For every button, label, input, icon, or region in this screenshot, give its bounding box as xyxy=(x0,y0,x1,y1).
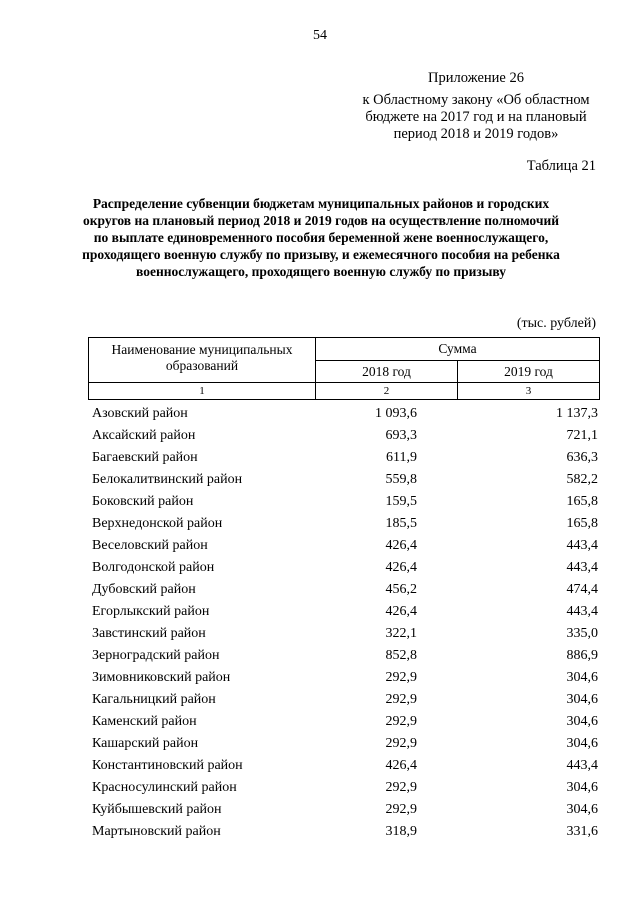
row-value-2018: 1 093,6 xyxy=(375,406,417,421)
row-value-2018: 426,4 xyxy=(385,538,417,553)
row-value-2019: 582,2 xyxy=(566,472,598,487)
row-name: Куйбышевский район xyxy=(92,802,222,817)
row-value-2019: 304,6 xyxy=(566,780,598,795)
units-label: (тыс. рублей) xyxy=(516,316,596,331)
table-row xyxy=(88,623,600,645)
row-value-2018: 292,9 xyxy=(385,670,417,685)
row-value-2018: 292,9 xyxy=(385,692,417,707)
row-name: Волгодонской район xyxy=(92,560,215,575)
row-value-2018: 852,8 xyxy=(385,648,417,663)
row-value-2019: 1 137,3 xyxy=(556,406,598,421)
row-value-2019: 886,9 xyxy=(566,648,598,663)
row-value-2019: 331,6 xyxy=(566,824,598,839)
row-name: Дубовский район xyxy=(92,582,196,597)
appendix-title: Приложение 26 xyxy=(428,70,524,86)
page-number: 54 xyxy=(313,28,327,43)
table-header xyxy=(88,337,600,400)
row-name: Азовский район xyxy=(92,406,188,421)
table-row xyxy=(88,777,600,799)
table-row xyxy=(88,755,600,777)
row-name: Красносулинский район xyxy=(92,780,237,795)
row-name: Кагальницкий район xyxy=(92,692,216,707)
row-value-2019: 165,8 xyxy=(566,516,598,531)
row-value-2018: 322,1 xyxy=(385,626,417,641)
column-index-1: 1 xyxy=(89,383,316,400)
row-value-2019: 304,6 xyxy=(566,736,598,751)
table-row xyxy=(88,601,600,623)
row-value-2018: 159,5 xyxy=(385,494,417,509)
table-row xyxy=(88,513,600,535)
table-body xyxy=(88,403,600,843)
row-value-2018: 426,4 xyxy=(385,604,417,619)
row-value-2019: 443,4 xyxy=(566,604,598,619)
row-name: Зимовниковский район xyxy=(92,670,231,685)
column-index-3: 3 xyxy=(458,383,600,400)
row-value-2018: 292,9 xyxy=(385,780,417,795)
row-value-2018: 318,9 xyxy=(385,824,417,839)
row-value-2018: 426,4 xyxy=(385,758,417,773)
row-value-2018: 292,9 xyxy=(385,736,417,751)
row-name: Егорлыкский район xyxy=(92,604,210,619)
table-row xyxy=(88,711,600,733)
row-name: Веселовский район xyxy=(92,538,208,553)
header-2019: 2019 год xyxy=(458,361,600,383)
row-name: Зерноградский район xyxy=(92,648,220,663)
table-row xyxy=(88,491,600,513)
row-name: Каменский район xyxy=(92,714,197,729)
table-label: Таблица 21 xyxy=(526,158,596,174)
row-value-2018: 292,9 xyxy=(385,802,417,817)
row-value-2019: 443,4 xyxy=(566,560,598,575)
table-row xyxy=(88,557,600,579)
row-name: Аксайский район xyxy=(92,428,196,443)
table-row xyxy=(88,403,600,425)
table-row xyxy=(88,821,600,843)
table-row xyxy=(88,667,600,689)
row-value-2019: 636,3 xyxy=(566,450,598,465)
row-value-2019: 474,4 xyxy=(566,582,598,597)
row-value-2019: 304,6 xyxy=(566,692,598,707)
table-row xyxy=(88,447,600,469)
table-row xyxy=(88,579,600,601)
row-value-2019: 721,1 xyxy=(566,428,598,443)
row-value-2018: 292,9 xyxy=(385,714,417,729)
table-row xyxy=(88,799,600,821)
row-value-2018: 185,5 xyxy=(385,516,417,531)
table-row xyxy=(88,689,600,711)
header-2018: 2018 год xyxy=(316,361,458,383)
row-name: Багаевский район xyxy=(92,450,198,465)
row-value-2019: 304,6 xyxy=(566,670,598,685)
table-row xyxy=(88,645,600,667)
row-name: Константиновский район xyxy=(92,758,243,773)
appendix-subtitle: к Областному закону «Об областном бюджете на 2017 год и на плановый период 2018 и 2019 годов» xyxy=(362,92,590,142)
table-row xyxy=(88,425,600,447)
column-index-2: 2 xyxy=(316,383,458,400)
row-name: Завстинский район xyxy=(92,626,206,641)
table-row xyxy=(88,469,600,491)
row-name: Верхнедонской район xyxy=(92,516,223,531)
row-name: Боковский район xyxy=(92,494,194,509)
row-value-2018: 693,3 xyxy=(385,428,417,443)
header-name: Наименование муниципальных образований xyxy=(89,338,316,383)
row-value-2018: 611,9 xyxy=(386,450,417,465)
row-name: Мартыновский район xyxy=(92,824,221,839)
row-name: Белокалитвинский район xyxy=(92,472,243,487)
header-sum: Сумма xyxy=(316,338,600,361)
row-value-2019: 304,6 xyxy=(566,714,598,729)
appendix-block xyxy=(352,70,600,143)
table-row xyxy=(88,535,600,557)
row-value-2019: 443,4 xyxy=(566,538,598,553)
document-title: Распределение субвенции бюджетам муниципальных районов и городских округов на плановый период 2018 и 2019 годов на осуществление полномочий по выплате единовременного пособия беременной жене военнослужащего, проходящего военную службу по призыву, и ежемесячного пособия на ребенка военнослужащего, проходящего военную службу по призыву xyxy=(82,196,560,279)
row-value-2019: 165,8 xyxy=(566,494,598,509)
table-row xyxy=(88,733,600,755)
row-value-2019: 443,4 xyxy=(566,758,598,773)
row-value-2018: 559,8 xyxy=(385,472,417,487)
row-name: Кашарский район xyxy=(92,736,199,751)
row-value-2019: 304,6 xyxy=(566,802,598,817)
row-value-2019: 335,0 xyxy=(566,626,598,641)
row-value-2018: 426,4 xyxy=(385,560,417,575)
row-value-2018: 456,2 xyxy=(385,582,417,597)
